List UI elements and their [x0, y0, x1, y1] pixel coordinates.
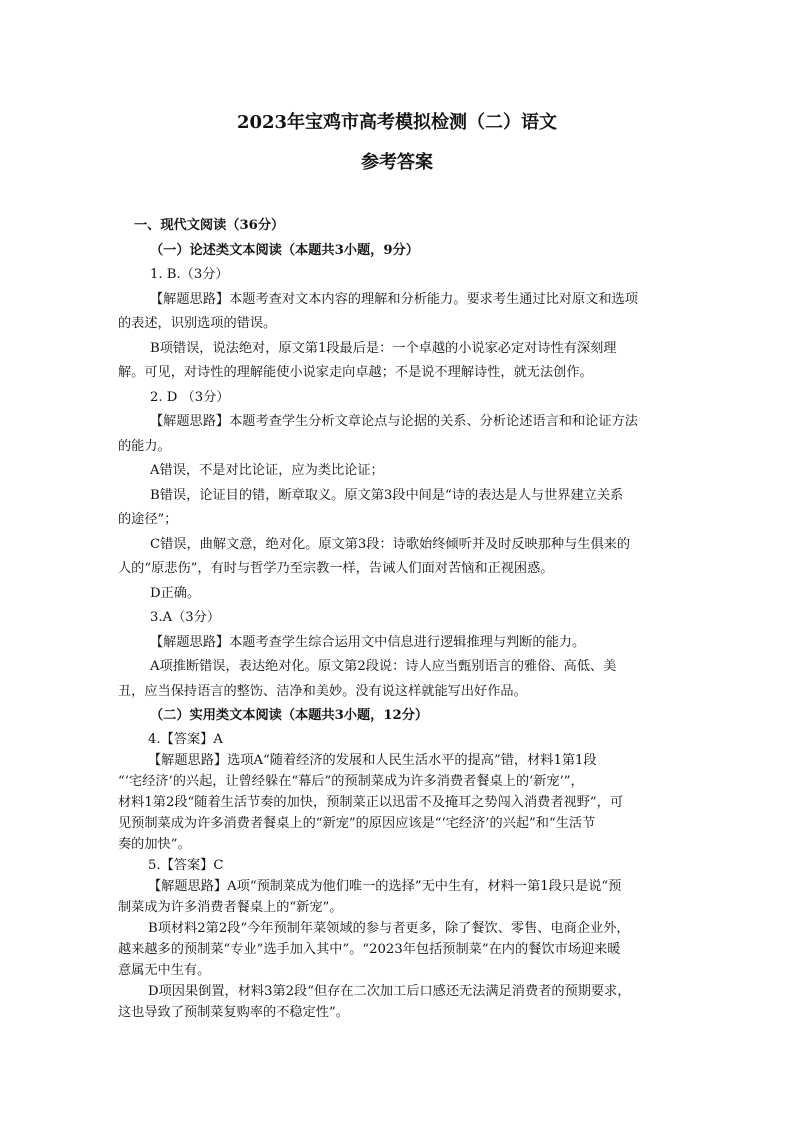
- answer-line: A错误，不是对比论证，应为类比论证；: [150, 463, 384, 478]
- answer-line: 3.A（3分）: [150, 610, 221, 625]
- answer-line-continued: 意属无中生有。: [118, 962, 211, 978]
- answer-line-continued: “‘宅经济’的兴起，让曾经躲在“幕后”的预制菜成为许多消费者餐桌上的‘新宠’”，: [118, 773, 584, 789]
- answer-line-continued: 的途径”；: [118, 512, 178, 527]
- subsection-heading: （二）实用类文本阅读（本题共3小题，12分）: [150, 708, 429, 723]
- answer-line: 4.【答案】A: [148, 731, 223, 747]
- answer-line-continued: 解。可见，对诗性的理解能使小说家走向卓越；不是说不理解诗性，就无法创作。: [118, 365, 593, 380]
- answer-line: B项材料2第2段“今年预制年菜领域的参与者更多，除了餐饮、零售、电商企业外，: [148, 920, 630, 936]
- answer-line-continued: 的能力。: [118, 438, 171, 454]
- answer-line: A项推断错误，表达绝对化。原文第2段说：诗人应当甄别语言的雅俗、高低、美: [150, 659, 617, 674]
- page-title: 2023年宝鸡市高考模拟检测（二）语文: [236, 112, 558, 133]
- answer-line: 【解题思路】本题考查学生分析文章论点与论据的关系、分析论述语言和和论证方法: [150, 414, 638, 429]
- answer-line-continued: 见预制菜成为许多消费者餐桌上的“新宠”的原因应该是“‘宅经济’的兴起”和“生活节: [118, 815, 596, 831]
- answer-line-continued: 的表述，识别选项的错误。: [118, 316, 277, 331]
- answer-line: B项错误，说法绝对，原文第1段最后是：一个卓越的小说家必定对诗性有深刻理: [150, 340, 617, 356]
- answer-line: D正确。: [150, 585, 201, 601]
- answer-line: 1. B.（3分）: [150, 267, 229, 282]
- subsection-heading: （一）论述类文本阅读（本题共3小题，9分）: [150, 242, 419, 258]
- answer-line: C错误，曲解文意，绝对化。原文第3段：诗歌始终倾听并及时反映那种与生俱来的: [150, 536, 631, 552]
- answer-body: [118, 214, 678, 1023]
- answer-line: B错误，论证目的错，断章取义。原文第3段中间是“诗的表达是人与世界建立关系: [150, 487, 624, 503]
- answer-line: 5.【答案】C: [148, 857, 224, 873]
- page-subtitle: 参考答案: [361, 152, 433, 173]
- answer-line-continued: 越来越多的预制菜“专业”选手加入其中”。“2023年包括预制菜”在内的餐饮市场迎来暖: [118, 941, 621, 957]
- answer-line-continued: 丑，应当保持语言的整饬、洁净和美妙。没有说这样就能写出好作品。: [118, 683, 527, 699]
- answer-line: 【解题思路】本题考查对文本内容的理解和分析能力。要求考生通过比对原文和选项: [150, 291, 638, 307]
- answer-line-continued: 这也导致了预制菜复购率的不稳定性”。: [118, 1004, 349, 1020]
- answer-line: 【解题思路】A项“预制菜成为他们唯一的选择”无中生有，材料一第1段只是说“预: [148, 878, 622, 894]
- answer-line: 【解题思路】选项A“随着经济的发展和人民生活水平的提高”错，材料1第1段: [148, 752, 597, 768]
- answer-line: 【解题思路】本题考查学生综合运用文中信息进行逻辑推理与判断的能力。: [150, 634, 586, 650]
- section-heading: 一、现代文阅读（36分）: [134, 218, 285, 233]
- answer-line-continued: 材料1第2段“随着生活节奏的加快，预制菜正以迅雷不及掩耳之势闯入消费者视野”，可: [118, 794, 624, 810]
- answer-line-continued: 制菜成为许多消费者餐桌上的“新宠”。: [118, 899, 343, 915]
- answer-line: D项因果倒置，材料3第2段“但存在二次加工后口感还无法满足消费者的预期要求，: [148, 983, 631, 999]
- answer-line-continued: 人的“原悲伤”，有时与哲学乃至宗教一样，告诫人们面对苦恼和正视困惑。: [118, 561, 554, 576]
- answer-line-continued: 奏的加快”。: [118, 836, 191, 852]
- answer-line: 2. D （3分）: [150, 389, 230, 405]
